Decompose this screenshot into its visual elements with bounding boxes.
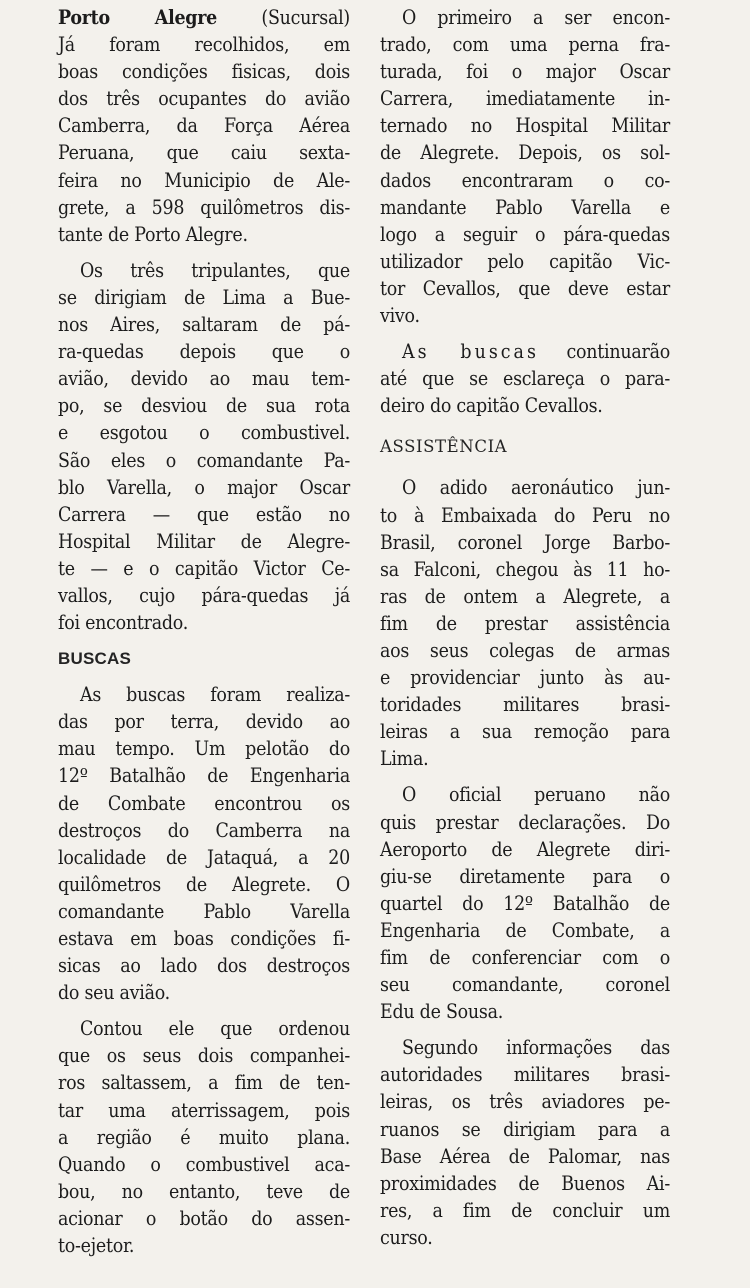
- text-line: O oficial peruano não: [402, 783, 670, 807]
- text-line: estava em boas condições fi-: [58, 927, 350, 950]
- text-line: Já foram recolhidos, em: [58, 33, 350, 57]
- paragraph-destination: [380, 1034, 670, 1251]
- text-line: O primeiro a ser encon-: [402, 6, 670, 29]
- text-line: ruanos se dirigiam para a: [380, 1117, 670, 1141]
- text-line: aos seus colegas de armas: [380, 638, 670, 662]
- text-line: sa Falconi, chegou às 11 ho-: [380, 557, 670, 581]
- spaced-words: As buscas: [402, 340, 539, 364]
- text-line: fim de conferenciar com o: [380, 946, 670, 969]
- text-line: curso.: [380, 1225, 433, 1249]
- text-line: quis prestar declarações. Do: [380, 810, 670, 834]
- text-fragment: continuarão: [566, 340, 670, 364]
- paragraph-first-found: [380, 4, 670, 329]
- text-line: to-ejetor.: [58, 1234, 135, 1258]
- text-line: até que se esclareça o para-: [380, 367, 670, 391]
- text-line: quilômetros de Alegrete. O: [58, 872, 350, 896]
- paragraph-intro: [58, 31, 350, 248]
- text-line: grete, a 598 quilômetros dis-: [58, 195, 350, 219]
- dateline-bureau: (Sucursal): [261, 6, 350, 29]
- text-line: vivo.: [380, 304, 420, 328]
- text-line: ra-quedas depois que o: [58, 340, 350, 364]
- text-line: turada, foi o major Oscar: [380, 60, 670, 84]
- text-line: Base Aérea de Palomar, nas: [380, 1144, 670, 1168]
- text-line: localidade de Jataquá, a 20: [58, 845, 350, 869]
- text-line: mandante Pablo Varella e: [380, 195, 670, 219]
- text-line: [380, 338, 670, 365]
- dateline: [58, 4, 350, 31]
- text-line: de Combate encontrou os: [58, 791, 350, 815]
- text-line: das por terra, devido ao: [58, 710, 350, 734]
- text-line: se dirigiam de Lima a Bue-: [58, 285, 350, 309]
- text-line: tor Cevallos, que deve estar: [380, 276, 670, 300]
- text-line: ras de ontem a Alegrete, a: [380, 584, 670, 608]
- text-line: to à Embaixada do Peru no: [380, 503, 670, 527]
- text-line: leiras, os três aviadores pe-: [380, 1090, 670, 1114]
- paragraph-search: [58, 681, 350, 1006]
- text-line: vallos, cujo pára-quedas já: [58, 583, 350, 607]
- text-line: nos Aires, saltaram de pá-: [58, 313, 350, 337]
- text-line: 12º Batalhão de Engenharia: [58, 764, 350, 788]
- text-line: do seu avião.: [58, 981, 170, 1005]
- text-line: Camberra, da Força Aérea: [58, 114, 350, 138]
- text-line: Carrera, imediatamente in-: [380, 87, 670, 111]
- text-line: boas condições fisicas, dois: [58, 60, 350, 84]
- text-line: Hospital Militar de Alegre-: [58, 529, 350, 553]
- text-line: Brasil, coronel Jorge Barbo-: [380, 530, 670, 554]
- text-line: O adido aeronáutico jun-: [402, 476, 670, 500]
- text-line: avião, devido ao mau tem-: [58, 367, 350, 391]
- text-line: deiro do capitão Cevallos.: [380, 394, 603, 418]
- paragraph-attache: [380, 474, 670, 772]
- text-line: Engenharia de Combate, a: [380, 918, 670, 942]
- paragraph-crew: [58, 257, 350, 636]
- paragraph-search-continues: [380, 338, 670, 419]
- text-line: Contou ele que ordenou: [80, 1017, 350, 1041]
- text-line: leiras a sua remoção para: [380, 720, 670, 744]
- text-line: que os seus dois companhei-: [58, 1044, 350, 1068]
- text-line: blo Varella, o major Oscar: [58, 475, 350, 499]
- text-line: Aeroporto de Alegrete diri-: [380, 837, 670, 861]
- text-line: Segundo informações das: [402, 1036, 670, 1060]
- text-line: foi encontrado.: [58, 611, 188, 635]
- text-line: feira no Municipio de Ale-: [58, 168, 350, 192]
- article-column-left: [58, 4, 350, 1259]
- text-line: toridades militares brasi-: [380, 693, 670, 717]
- text-line: Lima.: [380, 747, 429, 771]
- text-line: utilizador pelo capitão Vic-: [380, 249, 670, 273]
- dateline-place: Porto Alegre: [58, 6, 218, 29]
- paragraph-officer: [380, 781, 670, 1025]
- text-line: tar uma aterrissagem, pois: [58, 1098, 350, 1122]
- text-line: destroços do Camberra na: [58, 818, 350, 842]
- text-line: dados encontraram o co-: [380, 168, 670, 192]
- text-line: ternado no Hospital Militar: [380, 114, 670, 138]
- text-line: tante de Porto Alegre.: [58, 222, 248, 246]
- text-line: As buscas foram realiza-: [80, 683, 350, 707]
- text-line: res, a fim de concluir um: [380, 1198, 670, 1222]
- text-line: te — e o capitão Victor Ce-: [58, 556, 350, 580]
- text-line: trado, com uma perna fra-: [380, 33, 670, 57]
- text-line: e esgotou o combustivel.: [58, 421, 350, 445]
- article-column-right: [380, 4, 670, 1251]
- text-line: de Alegrete. Depois, os sol-: [380, 141, 670, 165]
- text-line: acionar o botão do assen-: [58, 1206, 350, 1230]
- text-line: a região é muito plana.: [58, 1125, 350, 1149]
- text-line: bou, no entanto, teve de: [58, 1179, 350, 1203]
- text-line: ros saltassem, a fim de ten-: [58, 1071, 350, 1095]
- text-line: Os três tripulantes, que: [80, 258, 350, 282]
- text-line: São eles o comandante Pa-: [58, 448, 350, 472]
- text-line: dos três ocupantes do avião: [58, 87, 350, 111]
- text-line: mau tempo. Um pelotão do: [58, 737, 350, 761]
- text-line: Edu de Sousa.: [380, 1000, 504, 1024]
- text-line: fim de prestar assistência: [380, 611, 670, 635]
- section-heading-buscas: BUSCAS: [58, 649, 131, 669]
- section-heading-assistencia: ASSISTÊNCIA: [380, 437, 508, 457]
- text-line: sicas ao lado dos destroços: [58, 954, 350, 978]
- text-line: logo a seguir o pára-quedas: [380, 222, 670, 246]
- text-line: po, se desviou de sua rota: [58, 394, 350, 418]
- text-line: comandante Pablo Varella: [58, 899, 350, 923]
- text-line: e providenciar junto às au-: [380, 666, 670, 690]
- paragraph-ejection: [58, 1015, 350, 1259]
- text-line: quartel do 12º Batalhão de: [380, 891, 670, 915]
- text-line: autoridades militares brasi-: [380, 1063, 670, 1087]
- text-line: Peruana, que caiu sexta-: [58, 141, 350, 165]
- text-line: Quando o combustivel aca-: [58, 1152, 350, 1176]
- text-line: Carrera — que estão no: [58, 502, 350, 526]
- text-line: proximidades de Buenos Ai-: [380, 1171, 670, 1195]
- text-line: giu-se diretamente para o: [380, 864, 670, 888]
- text-line: seu comandante, coronel: [380, 973, 670, 997]
